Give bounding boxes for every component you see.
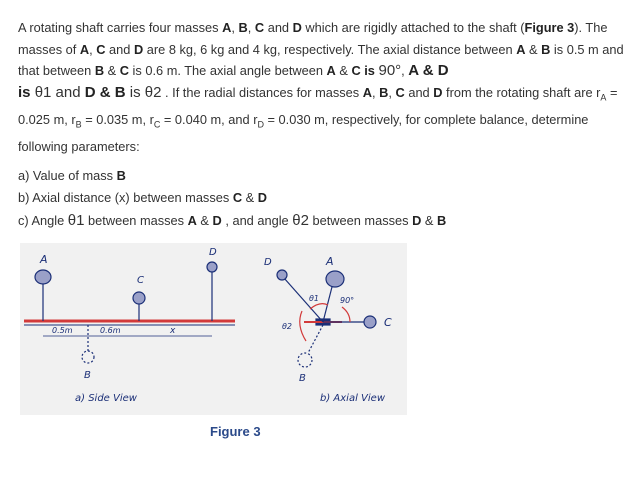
mass-d-axial [277,270,287,280]
text-run: , and angle [221,213,293,228]
side-view [24,247,235,404]
text-run: and [105,41,134,57]
shaft-diagram [20,243,407,415]
text-run: which are rigidly attached to the shaft ( [301,20,525,35]
bold-label: A [408,62,419,80]
radius-value: = 0.030 m, respectively, for complete balance, determine following parameters: [18,111,589,155]
text-run: & [242,190,258,205]
dist-bc: 0.6m [100,326,121,335]
bold-label: D [412,213,422,228]
figure-caption: Figure 3 [210,424,261,439]
radius-value: = 0.025 m, [18,84,618,127]
text-run: is [125,83,145,101]
theta2-symbol: θ2 [144,83,162,101]
bold-label: B [94,63,105,79]
angle-90-arc [342,307,350,322]
figure-reference: Figure 3 [524,20,575,35]
text-run: & [196,213,213,228]
text-run: and [264,20,293,35]
radius-symbol: r [149,111,154,127]
text-run: and [51,83,85,101]
theta1-symbol: θ1 [67,212,85,229]
text-run: A rotating shaft carries four masses [18,20,223,35]
bold-label: B [238,20,248,35]
bold-label: A [516,41,526,57]
text-run: , [89,41,97,57]
bold-label: C [395,84,405,100]
axial-angle-90: 90° [340,296,355,305]
label-c: C [137,275,144,286]
bold-label: C [119,63,129,79]
text-run: and [404,84,434,100]
bold-label: B [379,84,389,100]
text-run: & [525,41,542,57]
figure-3-image [20,243,407,415]
radius-symbol: r [253,111,258,127]
mass-d [207,262,217,272]
bold-label: A [222,20,232,35]
theta2-symbol: θ2 [292,212,309,229]
angle-value: 90° [378,62,402,80]
bold-label: D [437,62,449,80]
axial-view-caption: b) Axial View [320,393,385,404]
bold-label: A [79,41,90,57]
theta1-arc [310,304,328,309]
question-a [18,168,126,183]
radius-subscript: C [153,119,161,130]
text-run: is 0.6 m. The axial angle between [129,63,327,79]
bold-label: A [187,213,197,228]
bold-label: & [418,62,438,80]
theta2-arc [300,311,306,341]
bold-label: B [436,213,447,228]
text-run: from the rotating shaft are [442,84,597,100]
bold-label: D [292,20,302,35]
text-run: between masses [84,213,188,228]
text-run: , [372,84,380,100]
radius-symbol: r [71,111,76,127]
label-b: B [84,370,91,381]
axial-label-b: B [299,373,306,384]
text-run: , [388,84,396,100]
bold-label: C [254,20,265,35]
radius-subscript: A [600,92,607,103]
mass-b-axial [298,353,312,367]
arm-a [323,283,333,322]
text-run: b) Axial distance (x) between masses [18,190,233,205]
axial-view [264,255,392,404]
question-b [18,190,267,205]
dist-x: x [170,326,176,336]
bold-label: C [232,190,243,205]
text-run: & [421,213,437,228]
dist-ab: 0.5m [52,326,73,335]
axial-label-d: D [264,257,272,268]
bold-label: C [96,41,106,57]
radius-value: = 0.040 m, and [160,111,254,127]
text-run: & [104,63,120,79]
bold-label: D [84,83,96,101]
text-run: are 8 kg, 6 kg and 4 kg, respectively. The axial distance between [143,41,517,57]
text-run: between masses [308,213,413,228]
bold-label: A [362,84,373,100]
mass-c [133,292,145,304]
text-run: , [247,20,255,35]
text-run: is 0.5 m and that between [18,41,624,79]
mass-b [82,351,94,363]
mass-a [35,270,51,284]
axial-label-a: A [326,255,334,268]
text-run: . If the radial distances for masses [161,84,363,100]
question-c [18,212,446,229]
mass-a-axial [326,271,344,287]
bold-label: B [114,83,126,101]
bold-label: D [133,41,144,57]
bold-label: D [433,84,443,100]
bold-label: B [116,168,126,183]
label-a: A [40,253,48,266]
radius-value: = 0.035 m, [81,111,150,127]
bold-label: D [212,213,222,228]
radius-subscript: D [257,119,264,130]
text-run: ). The masses of [18,20,608,57]
text-run: c) Angle [18,213,68,228]
bold-label: D [257,190,267,205]
radius-subscript: B [75,119,82,130]
theta1-symbol: θ1 [34,83,52,101]
text-run: , [401,63,409,79]
label-d: D [209,247,217,258]
radius-symbol: r [596,84,601,100]
text-run: a) Value of mass [18,168,117,183]
mass-c-axial [364,316,376,328]
text-run: & [335,63,352,79]
axial-theta1: θ1 [309,294,319,303]
bold-label: B [541,41,551,57]
problem-statement [18,17,628,158]
bold-label: A [326,63,336,79]
bold-label: is [18,83,35,101]
bold-label: C [351,63,361,79]
side-view-caption: a) Side View [75,393,137,404]
bold-label: is [360,63,379,79]
text-run: , [231,20,239,35]
axial-label-c: C [384,316,392,329]
bold-label: & [95,83,115,101]
arm-b [308,325,323,353]
axial-theta2: θ2 [282,322,292,331]
